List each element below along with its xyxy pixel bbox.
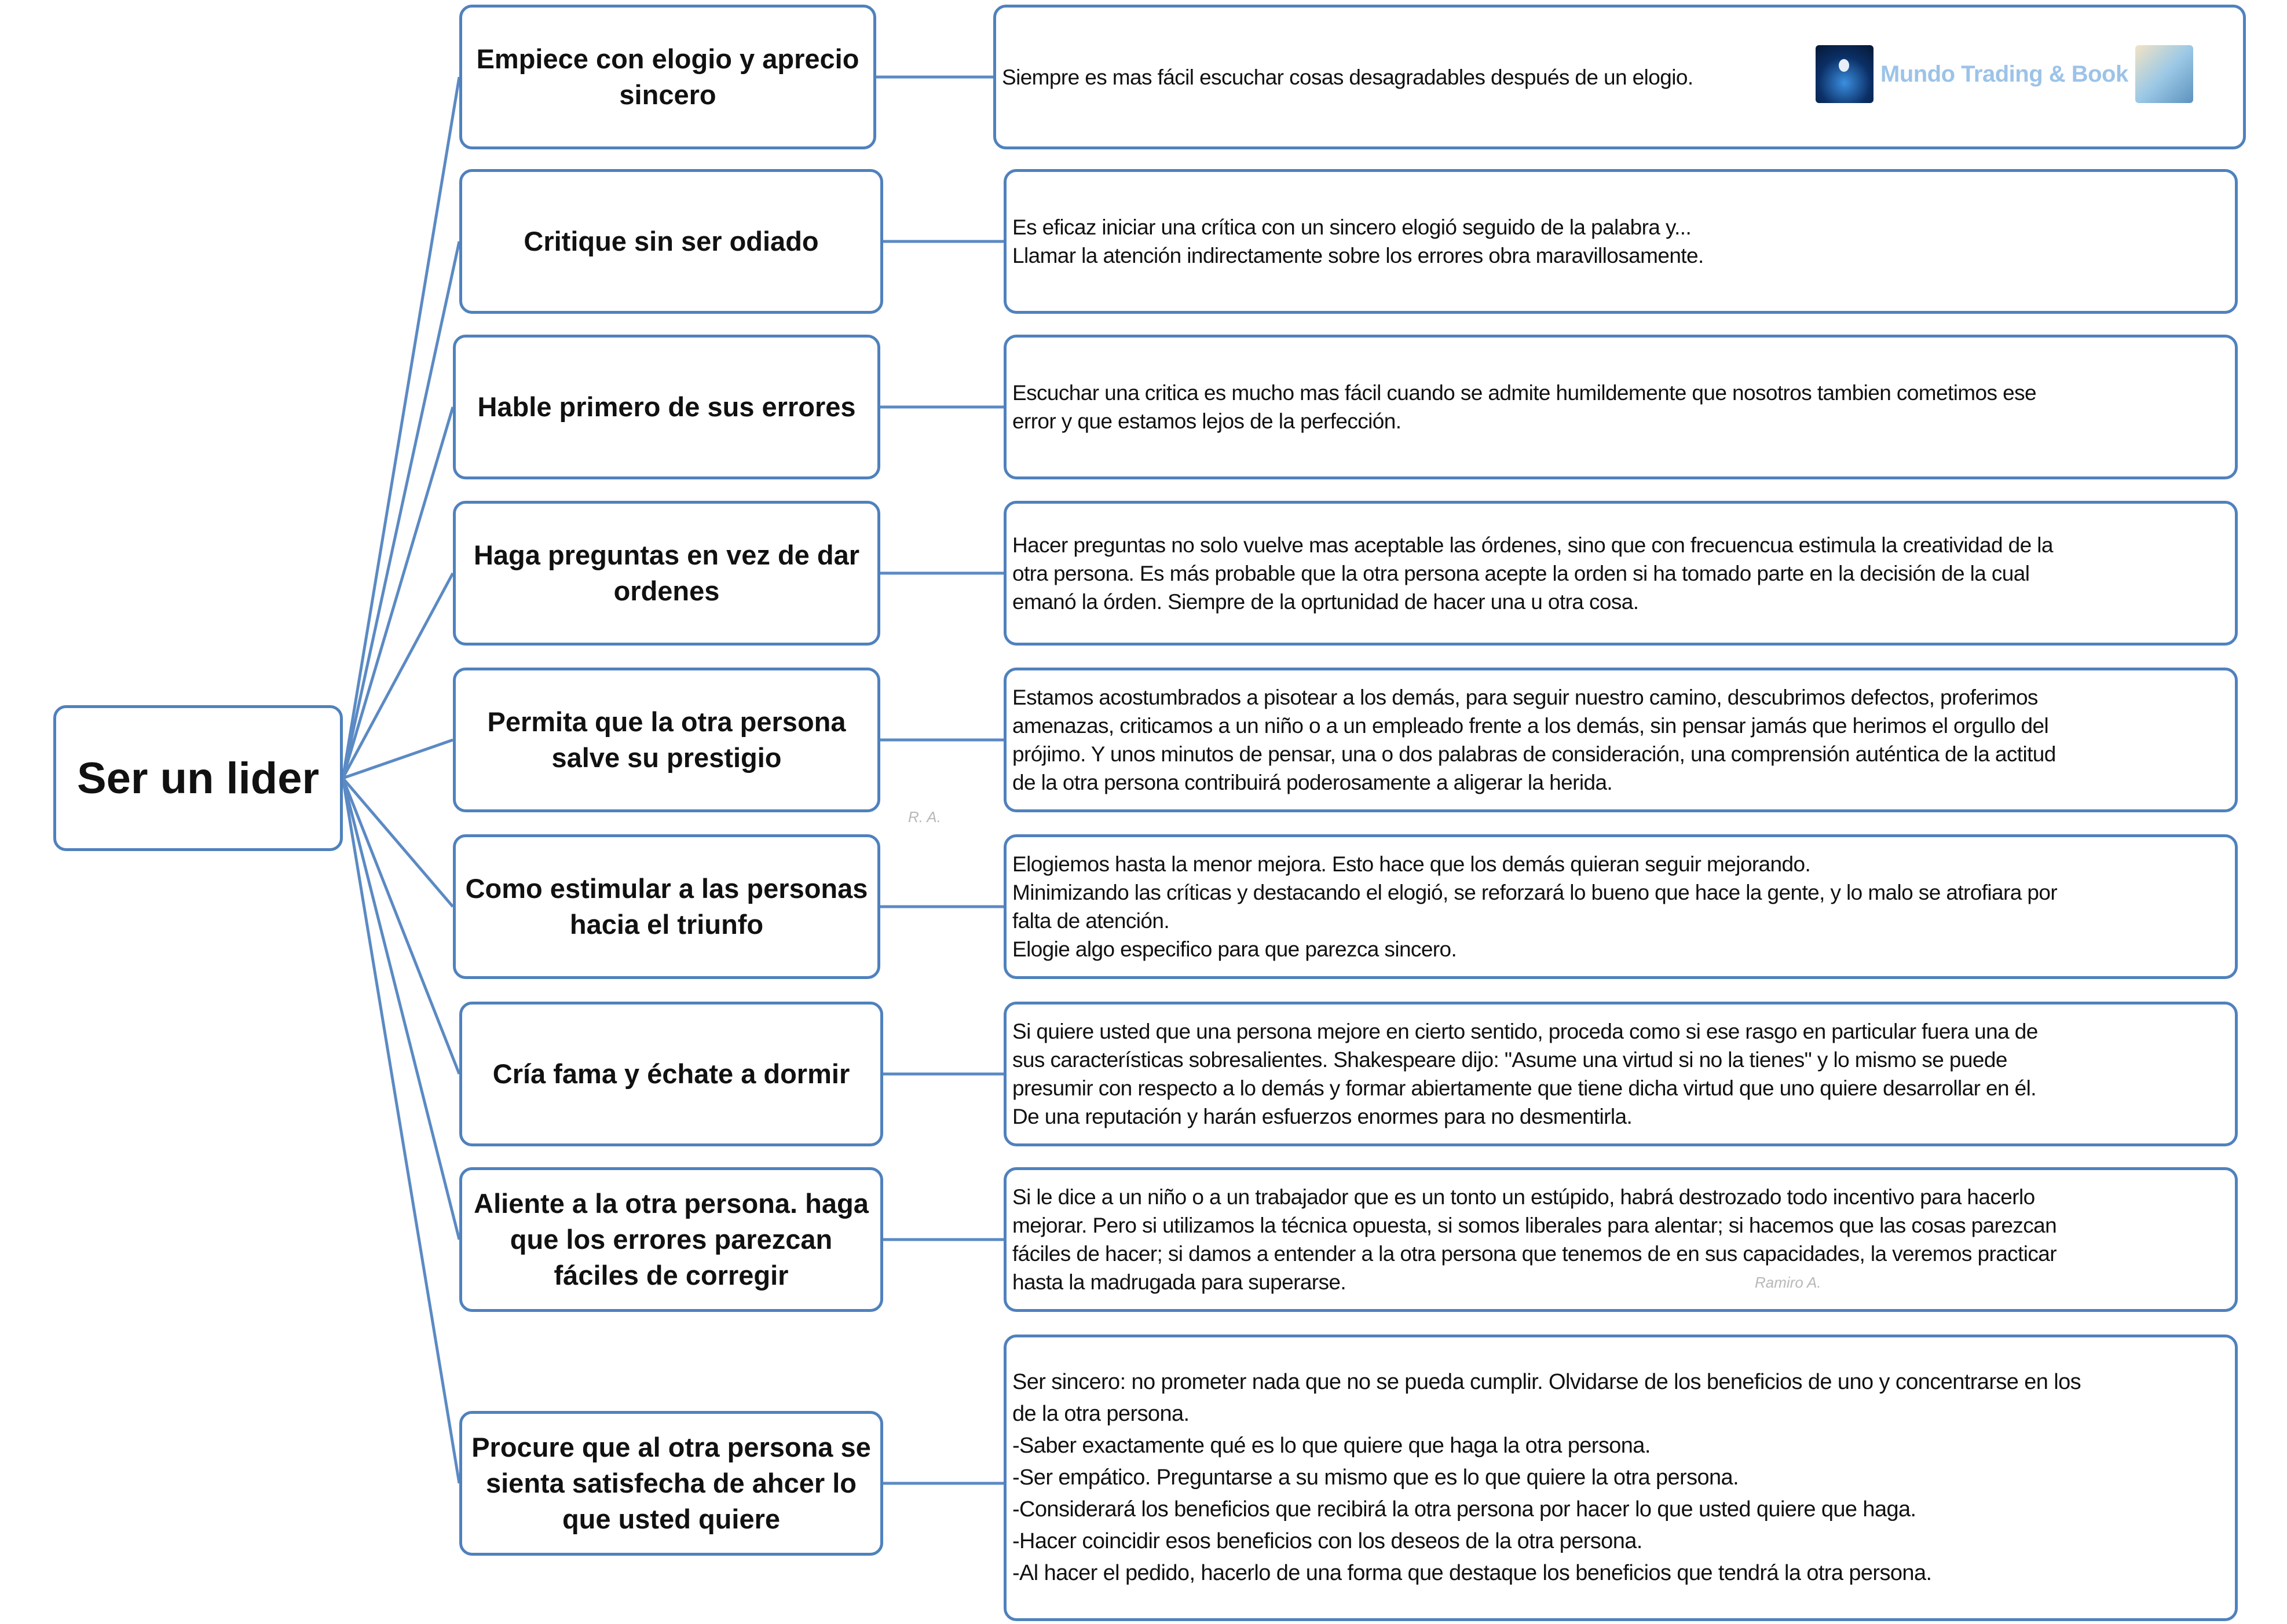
brand-text: Mundo Trading & Book: [1880, 61, 2128, 87]
branch-title-box: [453, 335, 880, 479]
description-line: emanó la órden. Siempre de la oprtunidad de hacer una u otra cosa.: [1012, 589, 1639, 614]
branch-title-box: [459, 1411, 883, 1556]
root-label: Ser un lider: [76, 753, 320, 803]
branch-description-box: [1004, 668, 2238, 812]
root-connector-line: [343, 778, 459, 1483]
branch-description-box: [1004, 335, 2238, 479]
watermark-name: Ramiro A.: [1755, 1274, 1821, 1291]
landscape-icon: [2135, 45, 2193, 103]
root-node: [53, 705, 343, 851]
branch-title-box: [459, 169, 883, 314]
branch-title-box: [453, 668, 880, 812]
root-connector-line: [343, 77, 459, 778]
branch-title: Aliente a la otra persona. haga que los errores parezcan fáciles de corregir: [474, 1188, 869, 1291]
description-line: de la otra persona.: [1012, 1402, 1190, 1426]
branch-description-box: [1004, 501, 2238, 646]
description-line: presumir con respecto a lo demás y formar abiertamente que tiene dicha virtud que uno quiere desarrollar en él.: [1012, 1076, 2036, 1100]
root-connector-line: [343, 241, 459, 778]
description-line: Llamar la atención indirectamente sobre los errores obra maravillosamente.: [1012, 244, 1704, 267]
description-line: Hacer preguntas no solo vuelve mas aceptable las órdenes, sino que con frecuencua estimula la creatividad de la: [1012, 533, 2053, 557]
branch-title-box: [459, 1167, 883, 1312]
description-line: -Ser empático. Preguntarse a su mismo que es lo que quiere la otra persona.: [1012, 1465, 1739, 1490]
description-line: Ser sincero: no prometer nada que no se pueda cumplir. Olvidarse de los beneficios de uno y concentrarse en los: [1012, 1370, 2081, 1394]
description-line: falta de atención.: [1012, 909, 1170, 933]
branch-title: Cría fama y échate a dormir: [492, 1058, 850, 1089]
description-line: -Al hacer el pedido, hacerlo de una forma que destaque los beneficios que tendrá la otra persona.: [1012, 1561, 1932, 1585]
branch-title-box: [459, 5, 876, 149]
description-line: De una reputación y harán esfuerzos enormes para no desmentirla.: [1012, 1105, 1633, 1128]
description-line: amenazas, criticamos a un niño o a un empleado frente a los demás, sin pensar jamás que herimos el orgullo del: [1012, 714, 2049, 738]
branch-title-box: [459, 1002, 883, 1146]
branch-title: Haga preguntas en vez de dar ordenes: [473, 540, 860, 606]
branch-title: Como estimular a las personas hacia el triunfo: [465, 873, 868, 940]
brand-watermark: [1816, 45, 2193, 103]
watermark-initials: R. A.: [908, 808, 941, 826]
branch-title: Permita que la otra persona salve su prestigio: [487, 706, 846, 773]
ai-head-globe-icon: [1816, 45, 1873, 103]
branch-description-box: [1004, 1335, 2238, 1621]
branch-title-box: [453, 834, 880, 979]
branch-title-box: [453, 501, 880, 646]
description-line: Si quiere usted que una persona mejore en cierto sentido, proceda como si ese rasgo en particular fuera una de: [1012, 1020, 2038, 1043]
description-line: Si le dice a un niño o a un trabajador que es un tonto un estúpido, habrá destrozado todo incentivo para hacerlo: [1012, 1185, 2035, 1209]
branch-description-box: [1004, 1167, 2238, 1312]
branch-title: Procure que al otra persona se sienta satisfecha de ahcer lo que usted quiere: [471, 1432, 871, 1534]
branch-title: Empiece con elogio y aprecio sincero: [476, 43, 859, 110]
branch-description-box: [1004, 834, 2238, 979]
description-line: Siempre es mas fácil escuchar cosas desagradables después de un elogio.: [1002, 65, 1693, 89]
description-line: Elogie algo especifico para que parezca sincero.: [1012, 937, 1457, 961]
branch-description-box: [1004, 169, 2238, 314]
description-line: Minimizando las críticas y destacando el elogió, se reforzará lo bueno que hace la gente, y lo malo se atrofiara por: [1012, 881, 2058, 904]
description-line: otra persona. Es más probable que la otra persona acepte la orden si ha tomado parte en la decisión de la cual: [1012, 561, 2030, 585]
description-line: Es eficaz iniciar una crítica con un sincero elogió seguido de la palabra y...: [1012, 215, 1692, 239]
description-line: prójimo. Y unos minutos de pensar, una o dos palabras de consideración, una comprensión auténtica de la actitud: [1012, 742, 2056, 766]
root-connector-line: [343, 778, 459, 1074]
description-line: Escuchar una critica es mucho mas fácil cuando se admite humildemente que nosotros tambien cometimos ese: [1012, 381, 2036, 405]
root-connector-line: [343, 407, 453, 778]
description-line: fáciles de hacer; si damos a entender a la otra persona que tenemos de en sus capacidades, la veremos practicar: [1012, 1242, 2057, 1266]
description-line: Estamos acostumbrados a pisotear a los demás, para seguir nuestro camino, descubrimos defectos, proferimos: [1012, 685, 2038, 709]
description-line: hasta la madrugada para superarse.: [1012, 1270, 1346, 1294]
description-line: -Saber exactamente qué es lo que quiere que haga la otra persona.: [1012, 1434, 1651, 1458]
description-line: sus características sobresalientes. Shakespeare dijo: "Asume una virtud si no la tienes" y lo mismo se puede: [1012, 1048, 2007, 1072]
branch-title: Critique sin ser odiado: [524, 226, 819, 256]
branch-title: Hable primero de sus errores: [477, 391, 856, 422]
branch-description-box: [1004, 1002, 2238, 1146]
description-line: de la otra persona contribuirá poderosamente a aligerar la herida.: [1012, 771, 1613, 794]
description-line: mejorar. Pero si utilizamos la técnica opuesta, si somos liberales para alentar; si hacemos que las cosas parezcan: [1012, 1214, 2057, 1237]
description-line: -Hacer coincidir esos beneficios con los deseos de la otra persona.: [1012, 1529, 1642, 1553]
description-line: -Considerará los beneficios que recibirá la otra persona por hacer lo que usted quiere que haga.: [1012, 1497, 1916, 1522]
description-line: error y que estamos lejos de la perfección.: [1012, 409, 1402, 433]
description-line: Elogiemos hasta la menor mejora. Esto hace que los demás quieran seguir mejorando.: [1012, 852, 1811, 876]
